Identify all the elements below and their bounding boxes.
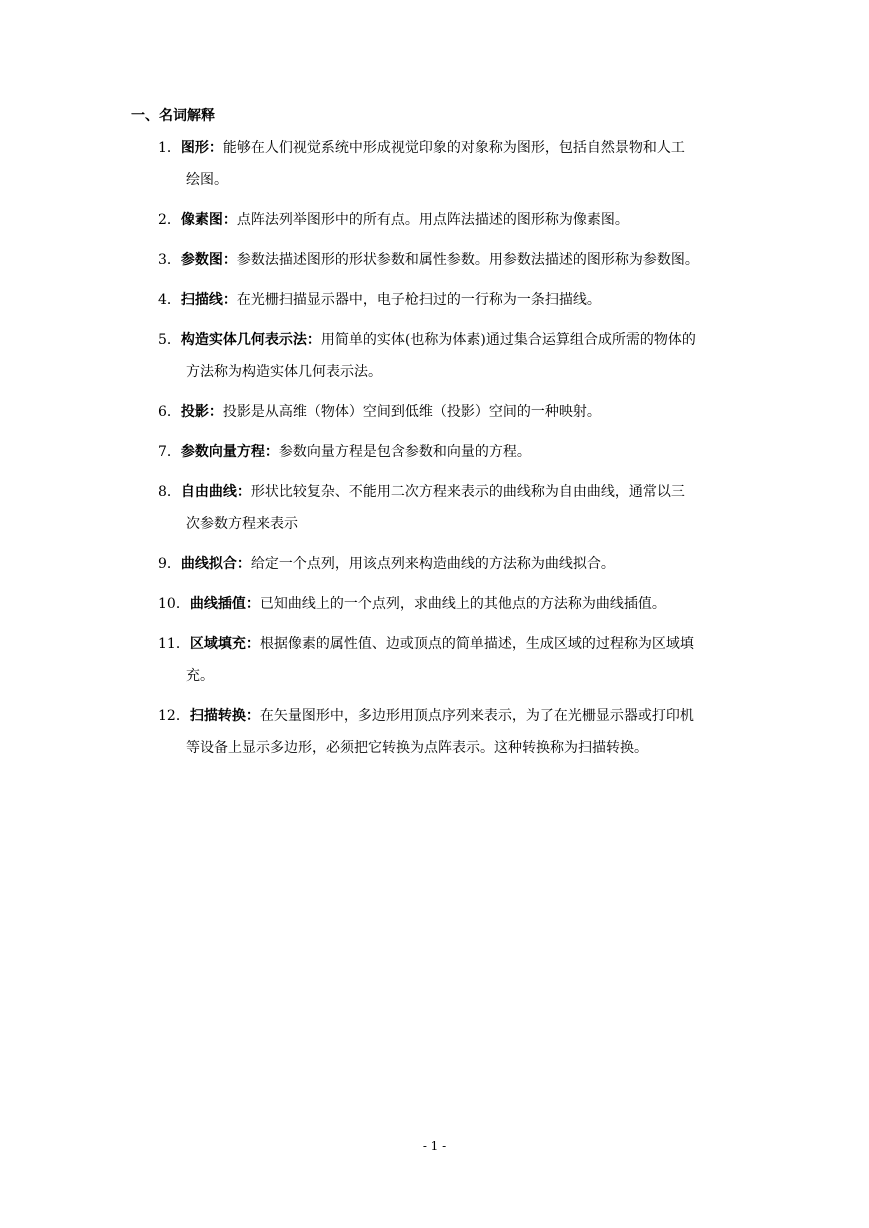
- term-name: 曲线拟合: [180, 556, 237, 572]
- term-first-line: [158, 396, 741, 428]
- term-item: [0, 548, 869, 580]
- term-colon: ：: [264, 444, 279, 460]
- term-first-line: [158, 244, 741, 276]
- term-definition: 点阵法列举图形中的所有点。用点阵法描述的图形称为像素图。: [236, 212, 629, 228]
- term-name: 区域填充: [189, 636, 246, 652]
- term-item: [0, 588, 869, 620]
- term-definition: 投影是从高维（物体）空间到低维（投影）空间的一种映射。: [222, 404, 601, 420]
- term-definition: 用简单的实体(也称为体素)通过集合运算组合成所需的物体的: [320, 332, 696, 348]
- term-definition-continued: 方法称为构造实体几何表示法。: [186, 364, 382, 380]
- term-item: [0, 436, 869, 468]
- term-colon: ：: [236, 484, 251, 500]
- term-first-line: [158, 132, 741, 164]
- term-first-line: [158, 700, 741, 732]
- term-item: [0, 628, 869, 692]
- term-first-line: [158, 588, 741, 620]
- term-definition: 在矢量图形中，多边形用顶点序列来表示，为了在光栅显示器或打印机: [259, 708, 694, 724]
- term-first-line: [158, 628, 741, 660]
- term-colon: ：: [222, 252, 237, 268]
- term-number: 1．: [158, 140, 181, 156]
- term-colon: ：: [222, 212, 237, 228]
- term-colon: ：: [236, 556, 251, 572]
- term-definition-continued: 绘图。: [186, 172, 228, 188]
- term-item: [0, 132, 869, 196]
- term-definition: 参数法描述图形的形状参数和属性参数。用参数法描述的图形称为参数图。: [236, 252, 699, 268]
- term-definition: 形状比较复杂、不能用二次方程来表示的曲线称为自由曲线，通常以三: [250, 484, 685, 500]
- term-list: [0, 132, 869, 772]
- term-colon: ：: [245, 596, 260, 612]
- term-first-line: [158, 324, 741, 356]
- term-definition: 参数向量方程是包含参数和向量的方程。: [278, 444, 531, 460]
- term-colon: ：: [222, 292, 237, 308]
- term-first-line: [158, 284, 741, 316]
- term-name: 参数向量方程: [180, 444, 265, 460]
- term-number: 2．: [158, 212, 181, 228]
- term-name: 自由曲线: [180, 484, 237, 500]
- term-definition: 已知曲线上的一个点列，求曲线上的其他点的方法称为曲线插值。: [259, 596, 666, 612]
- term-number: 4．: [158, 292, 181, 308]
- term-item: [0, 324, 869, 388]
- term-item: [0, 476, 869, 540]
- term-name: 投影: [180, 404, 209, 420]
- term-number: 7．: [158, 444, 181, 460]
- page-number: - 1 -: [422, 1139, 447, 1153]
- term-colon: ：: [208, 404, 223, 420]
- term-number: 9．: [158, 556, 181, 572]
- term-definition: 能够在人们视觉系统中形成视觉印象的对象称为图形，包括自然景物和人工: [222, 140, 685, 156]
- term-definition-continued: 等设备上显示多边形，必须把它转换为点阵表示。这种转换称为扫描转换。: [186, 740, 648, 756]
- term-number: 5．: [158, 332, 181, 348]
- term-colon: ：: [245, 636, 260, 652]
- term-name: 扫描转换: [189, 708, 246, 724]
- term-item: [0, 244, 869, 276]
- term-name: 扫描线: [180, 292, 223, 308]
- term-number: 8．: [158, 484, 181, 500]
- term-number: 11．: [158, 636, 190, 652]
- term-number: 3．: [158, 252, 181, 268]
- term-number: 12．: [158, 708, 190, 724]
- term-item: [0, 204, 869, 236]
- term-item: [0, 700, 869, 764]
- term-number: 6．: [158, 404, 181, 420]
- term-name: 构造实体几何表示法: [180, 332, 307, 348]
- term-definition: 在光栅扫描显示器中，电子枪扫过的一行称为一条扫描线。: [236, 292, 601, 308]
- term-colon: ：: [245, 708, 260, 724]
- term-colon: ：: [208, 140, 223, 156]
- term-name: 曲线插值: [189, 596, 246, 612]
- term-item: [0, 396, 869, 428]
- term-colon: ：: [306, 332, 321, 348]
- term-first-line: [158, 476, 741, 508]
- term-first-line: [158, 204, 741, 236]
- term-number: 10．: [158, 596, 190, 612]
- term-name: 图形: [180, 140, 209, 156]
- term-definition: 根据像素的属性值、边或顶点的简单描述，生成区域的过程称为区域填: [259, 636, 694, 652]
- term-name: 参数图: [180, 252, 223, 268]
- term-first-line: [158, 436, 741, 468]
- term-name: 像素图: [180, 212, 223, 228]
- term-definition-continued: 次参数方程来表示: [186, 516, 298, 532]
- term-definition: 给定一个点列，用该点列来构造曲线的方法称为曲线拟合。: [250, 556, 615, 572]
- term-definition-continued: 充。: [186, 668, 214, 684]
- section-title: 一、名词解释: [131, 108, 215, 124]
- term-first-line: [158, 548, 741, 580]
- term-item: [0, 284, 869, 316]
